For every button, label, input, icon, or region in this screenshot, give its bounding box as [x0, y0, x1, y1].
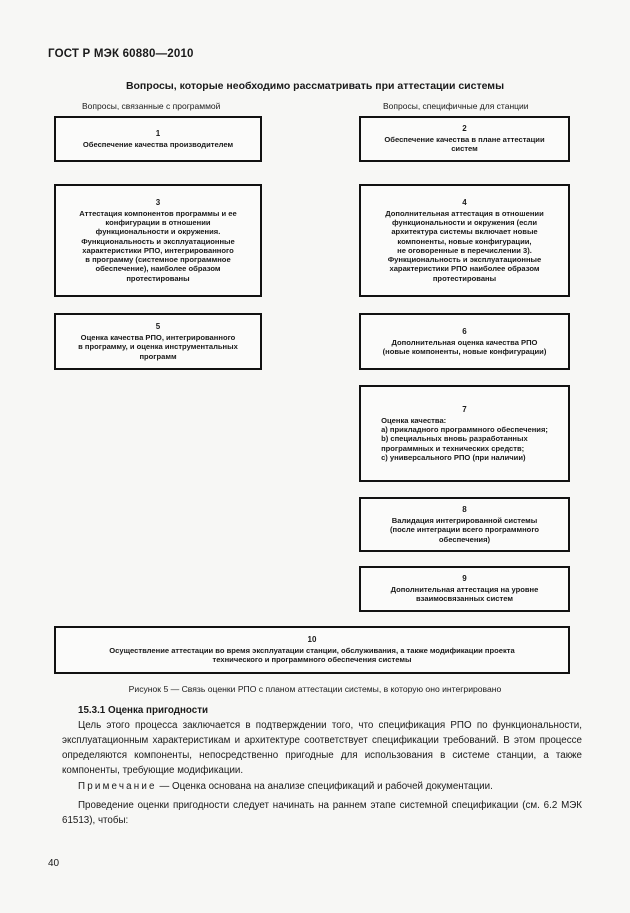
box-text: Дополнительная аттестация в отношении функциональности и окружения (если архитектура системы включает новые компоненты, новые конфигурации, не оговоренные в перечислении 3). Функциональность и эксплуатационные характеристики РПО наиболее образом протестированы	[385, 208, 544, 283]
box-number: 10	[307, 635, 317, 645]
left-column-heading: Вопросы, связанные с программой	[82, 101, 221, 111]
box-text: Обеспечение качества производителем	[82, 139, 234, 149]
box-7	[359, 385, 570, 482]
box-number: 8	[462, 505, 467, 515]
box-number: 2	[462, 124, 467, 134]
box-1	[54, 116, 262, 162]
box-text: Оценка качества РПО, интегрированного в программу, и оценка инструментальных программ	[78, 333, 238, 361]
section-heading: 15.3.1 Оценка пригодности	[78, 705, 209, 716]
box-number: 6	[462, 326, 467, 336]
box-number: 5	[155, 322, 161, 332]
box-number: 4	[462, 198, 467, 208]
box-text: Аттестация компонентов программы и ее конфигурации в отношении функциональности и окружения. Функциональность и эксплуатационные характеристики РПО, интегрированного в программу (системное программное обеспечение), наиболее образом протестированы	[79, 208, 237, 283]
box-number: 7	[462, 405, 467, 414]
page-number: 40	[48, 858, 60, 869]
box-text: Дополнительная аттестация на уровне взаимосвязанных систем	[390, 585, 539, 604]
box-text: Оценка качества: a) прикладного программного обеспечения; b) специальных вновь разработанных программных и технических средств; c) универсального РПО (при наличии)	[381, 415, 548, 462]
box-number: 9	[462, 574, 467, 584]
box-text: Валидация интегрированной системы (после интеграции всего программного обеспечения)	[389, 516, 540, 544]
box-number: 1	[155, 129, 161, 138]
note-paragraph	[62, 779, 582, 794]
box-10	[54, 626, 570, 674]
box-8	[359, 497, 570, 552]
box-number: 3	[155, 198, 161, 208]
paragraph-start: Проведение оценки пригодности следует начинать на раннем этапе системной спецификации (см. 6.2 МЭК 61513), чтобы:	[62, 800, 582, 826]
note-label: Примечание	[78, 781, 157, 792]
figure-title: Вопросы, которые необходимо рассматривать при аттестации системы	[125, 80, 505, 92]
box-6	[359, 313, 570, 370]
figure-caption: Рисунок 5 — Связь оценки РПО с планом аттестации системы, в которую оно интегрировано	[128, 684, 502, 694]
box-text: Обеспечение качества в плане аттестации систем	[384, 135, 545, 154]
right-column-heading: Вопросы, специфичные для станции	[383, 101, 529, 111]
box-text: Дополнительная оценка качества РПО (новые компоненты, новые конфигурации)	[382, 337, 547, 356]
box-2	[359, 116, 570, 162]
box-text: Осуществление аттестации во время эксплуатации станции, обслуживания, а также модификации проекта технического и программного обеспечения системы	[109, 646, 515, 665]
box-5	[54, 313, 262, 370]
document-header: ГОСТ Р МЭК 60880—2010	[48, 48, 194, 60]
note-text: — Оценка основана на анализе спецификаций и рабочей документации.	[156, 781, 493, 792]
box-3	[54, 184, 262, 297]
box-4	[359, 184, 570, 297]
box-9	[359, 566, 570, 612]
paragraph-purpose: Цель этого процесса заключается в подтверждении того, что спецификация РПО по функциональности, эксплуатационным характеристикам и архитектуре соответствует спецификации требований. В этом процессе определяются компоненты, непосредственно пригодные для использования в системе станции, а также компоненты, требующие модификации.	[62, 720, 582, 776]
